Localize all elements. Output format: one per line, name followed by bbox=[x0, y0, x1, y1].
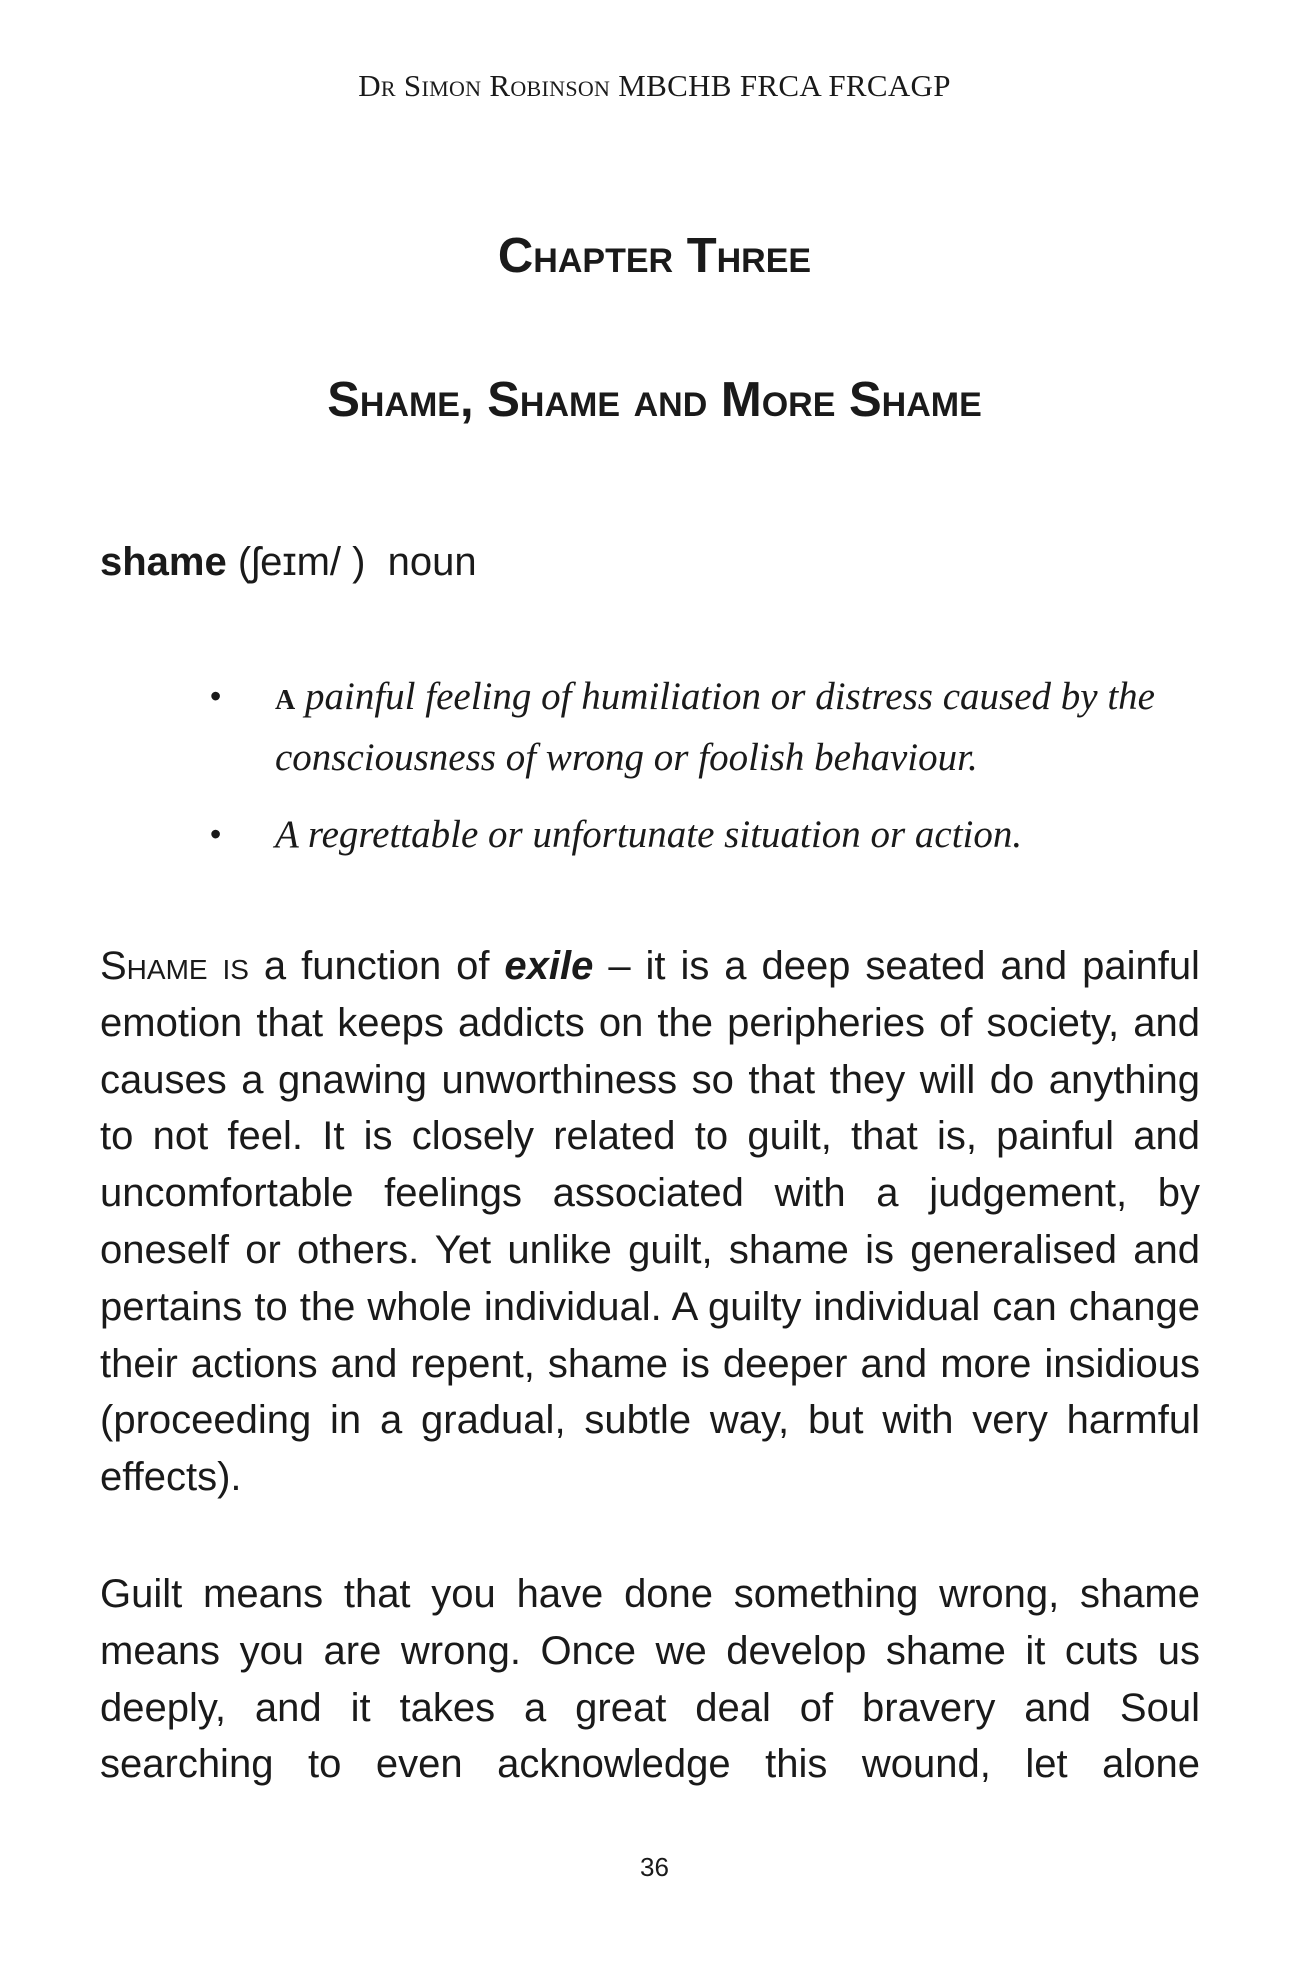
paragraph-text: – it is a deep seated and painful emotion that keeps addicts on the peripheries of society, and causes a gnawing unworthiness so that they will do anything to not feel. It is closely related to guilt, that is, painful and uncomfortable feelings associated with a judgement, by oneself or others. Yet unlike guilt, shame is generalised and pertains to the whole individual. A guilty individual can change their actions and repent, shame is deeper and more insidious (proceeding in a gradual, subtle way, but with very harmful effects). bbox=[100, 944, 1200, 1500]
sense-text: painful feeling of humiliation or distress caused by the consciousness of wrong or foolish behaviour. bbox=[275, 675, 1155, 779]
definition-part-of-speech: noun bbox=[387, 540, 477, 584]
definition-sense bbox=[210, 668, 1200, 786]
emphasis-text: exile bbox=[504, 944, 594, 988]
definition-senses-list bbox=[210, 668, 1200, 883]
definition-pronunciation: (ʃeɪm/ ) bbox=[237, 540, 366, 584]
chapter-title: Shame, Shame and More Shame bbox=[327, 373, 982, 427]
bullet-icon: • bbox=[210, 816, 222, 852]
chapter-number: Chapter Three bbox=[497, 229, 812, 283]
paragraph-text: a function of bbox=[263, 944, 490, 988]
sense-lead: A bbox=[275, 685, 296, 716]
body-paragraph: Guilt means that you have done something wrong, shame means you are wrong. Once we develop shame it cuts us deeply, and it takes a great deal of bravery and Soul searching to even acknowledge this wound, let alone bbox=[100, 1572, 1200, 1787]
paragraph-lead: Shame is bbox=[100, 944, 249, 988]
page-number: 36 bbox=[640, 1852, 669, 1882]
definition-term: shame bbox=[100, 540, 227, 584]
definition-sense bbox=[210, 806, 1200, 863]
sense-text: A regrettable or unfortunate situation or action. bbox=[275, 813, 1023, 856]
definition-headword bbox=[100, 540, 477, 585]
body-paragraph bbox=[100, 938, 1200, 1506]
running-header: Dr Simon Robinson MBCHB FRCA FRCAGP bbox=[358, 68, 951, 103]
bullet-icon: • bbox=[210, 678, 222, 714]
